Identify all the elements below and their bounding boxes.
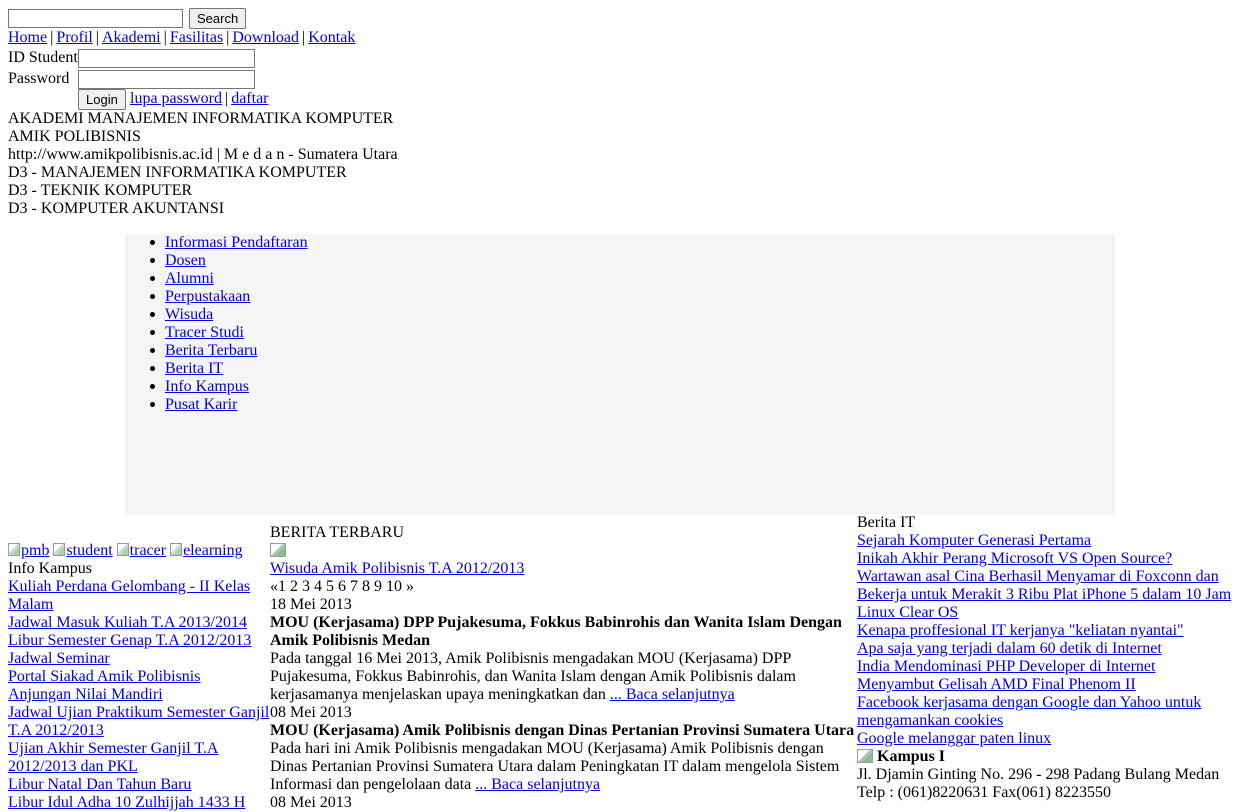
news-summary: Pada hari ini Amik Polibisnis mengadakan MOU (Kerjasama) Amik Polibisnis dengan Dinas Pertanian Provinsi Sumatera Utara dalam Peningkatan IT dalam mengelola Sistem Informasi dan pengelolaan data [270,740,840,793]
nav-separator: | [302,29,306,46]
menu-berita-it[interactable]: Berita IT [165,360,224,377]
right-sidebar [857,514,1237,802]
elearning-banner[interactable]: elearning [170,542,243,560]
nav-akademi[interactable]: Akademi [101,29,161,46]
news-date: 18 Mei 2013 [270,596,352,613]
berita-it-item[interactable]: Linux Clear OS [857,604,959,621]
berita-it-item[interactable]: Apa saja yang terjadi dalam 60 detik di Internet [857,640,1162,657]
forgot-password-link[interactable]: lupa password [130,90,222,107]
banner-row [8,542,270,560]
read-more-link[interactable]: ... Baca selanjutnya [609,686,735,703]
berita-it-item[interactable]: India Mendominasi PHP Developer di Internet [857,658,1156,675]
menu-item [165,252,308,270]
berita-it-title: Berita IT [857,514,916,531]
menu-alumni[interactable]: Alumni [165,270,214,287]
nav-download[interactable]: Download [232,29,300,46]
menu-berita-terbaru[interactable]: Berita Terbaru [165,342,258,359]
info-kampus-item[interactable]: Libur Natal Dan Tahun Baru [8,776,192,793]
menu-perpustakaan[interactable]: Perpustakaan [165,288,251,305]
tracer-banner[interactable]: tracer [117,542,166,560]
image-icon [857,749,873,763]
program-ka: D3 - KOMPUTER AKUNTANSI [8,200,225,217]
nav-separator: | [95,29,99,46]
campus-address: Jl. Djamin Ginting No. 296 - 298 Padang Bulang Medan [857,766,1220,783]
slide-pager[interactable]: «1 2 3 4 5 6 7 8 9 10 » [270,578,414,595]
info-kampus-item[interactable]: Ujian Akhir Semester Ganjil T.A 2012/2013 dan PKL [8,740,219,775]
menu-item [165,306,308,324]
berita-it-item[interactable]: Inikah Akhir Perang Microsoft VS Open Source? [857,550,1173,567]
berita-it-item[interactable]: Wartawan asal Cina Berhasil Menyamar di Foxconn dan Bekerja untuk Merakit 3 Ribu Plat iPhone 5 dalam 10 Jam [857,568,1232,603]
menu-pusat-karir[interactable]: Pusat Karir [165,396,238,413]
info-kampus-title: Info Kampus [8,560,92,577]
info-kampus-item[interactable]: Jadwal Ujian Praktikum Semester Ganjil T.A 2012/2013 [8,704,270,739]
news-body [270,650,856,704]
login-separator: | [224,90,229,107]
register-link[interactable]: daftar [231,90,269,107]
news-date: 08 Mei 2013 [270,794,352,811]
menu-informasi-pendaftaran[interactable]: Informasi Pendaftaran [165,234,308,251]
nav-home[interactable]: Home [8,29,48,46]
info-kampus-item[interactable]: Jadwal Masuk Kuliah T.A 2013/2014 [8,614,247,631]
nav-separator: | [163,29,167,46]
berita-it-item[interactable]: Kenapa proffesional IT kerjanya "keliatan nyantai" [857,622,1184,639]
menu-wisuda[interactable]: Wisuda [165,306,214,323]
info-kampus-item[interactable]: Portal Siakad Amik Polibisnis [8,668,201,685]
news-section-title: BERITA TERBARU [270,524,404,541]
institution-name: AKADEMI MANAJEMEN INFORMATIKA KOMPUTER [8,110,394,127]
main-menu [165,234,308,414]
nav-separator: | [226,29,230,46]
news-body [270,740,856,794]
site-header [8,110,398,218]
nav-separator: | [50,29,54,46]
berita-it-item[interactable]: Google melanggar paten linux [857,730,1052,747]
password-label: Password [8,70,70,87]
slide-image [270,542,856,560]
nav-fasilitas[interactable]: Fasilitas [169,29,224,46]
news-summary: Pada tanggal 16 Mei 2013, Amik Polibisnis mengadakan MOU (Kerjasama) DPP Pujakesuma, Fokkus Babinrohis, dan Wanita Islam dengan Amik Polibisnis dalam kerjasamanya menjelaskan upaya meningkatkan dan [270,650,796,703]
news-date: 08 Mei 2013 [270,704,352,721]
menu-item [165,360,308,378]
menu-item [165,396,308,414]
search-button[interactable]: Search [189,8,246,29]
berita-it-item[interactable]: Sejarah Komputer Generasi Pertama [857,532,1092,549]
nav-profil[interactable]: Profil [56,29,93,46]
top-navigation [8,29,355,47]
student-banner[interactable]: student [53,542,112,560]
berita-it-item[interactable]: Menyambut Gelisah AMD Final Phenom II [857,676,1136,693]
news-column [270,524,856,812]
info-kampus-item[interactable]: Kuliah Perdana Gelombang - II Kelas Malam [8,578,251,613]
id-student-label: ID Student [8,49,78,66]
info-kampus-item[interactable]: Libur Idul Adha 10 Zulhijjah 1433 H [8,794,246,811]
login-links [130,90,269,108]
read-more-link[interactable]: ... Baca selanjutnya [475,776,601,793]
berita-it-item[interactable]: Facebook kerjasama dengan Google dan Yahoo untuk mengamankan cookies [857,694,1202,729]
program-tk: D3 - TEKNIK KOMPUTER [8,182,193,199]
left-sidebar [8,542,270,812]
image-icon [270,543,286,557]
menu-item [165,234,308,252]
pmb-banner[interactable]: pmb [8,542,49,560]
id-student-field[interactable] [78,49,255,68]
menu-item [165,378,308,396]
menu-tracer-studi[interactable]: Tracer Studi [165,324,244,341]
campus-title: Kampus I [877,748,946,765]
program-mi: D3 - MANAJEMEN INFORMATIKA KOMPUTER [8,164,347,181]
menu-info-kampus[interactable]: Info Kampus [165,378,249,395]
menu-dosen[interactable]: Dosen [165,252,206,269]
menu-item [165,288,308,306]
campus-heading [857,748,1237,766]
news-title: MOU (Kerjasama) DPP Pujakesuma, Fokkus Babinrohis dan Wanita Islam Dengan Amik Polibisnis Medan [270,614,842,649]
password-field[interactable] [78,70,255,89]
campus-phone: Telp : (061)8220631 Fax(061) 8223550 [857,784,1111,801]
login-button[interactable]: Login [78,89,126,110]
institution-short-name: AMIK POLIBISNIS [8,128,141,145]
nav-kontak[interactable]: Kontak [308,29,356,46]
menu-item [165,270,308,288]
search-input[interactable] [8,9,183,28]
institution-url: http://www.amikpolibisnis.ac.id | M e d a n - Sumatera Utara [8,146,398,163]
menu-item [165,342,308,360]
info-kampus-item[interactable]: Anjungan Nilai Mandiri [8,686,163,703]
info-kampus-item[interactable]: Libur Semester Genap T.A 2012/2013 [8,632,252,649]
menu-item [165,324,308,342]
info-kampus-item[interactable]: Jadwal Seminar [8,650,110,667]
slide-caption-link[interactable]: Wisuda Amik Polibisnis T.A 2012/2013 [270,560,525,577]
news-title: MOU (Kerjasama) Amik Polibisnis dengan Dinas Pertanian Provinsi Sumatera Utara [270,722,855,739]
